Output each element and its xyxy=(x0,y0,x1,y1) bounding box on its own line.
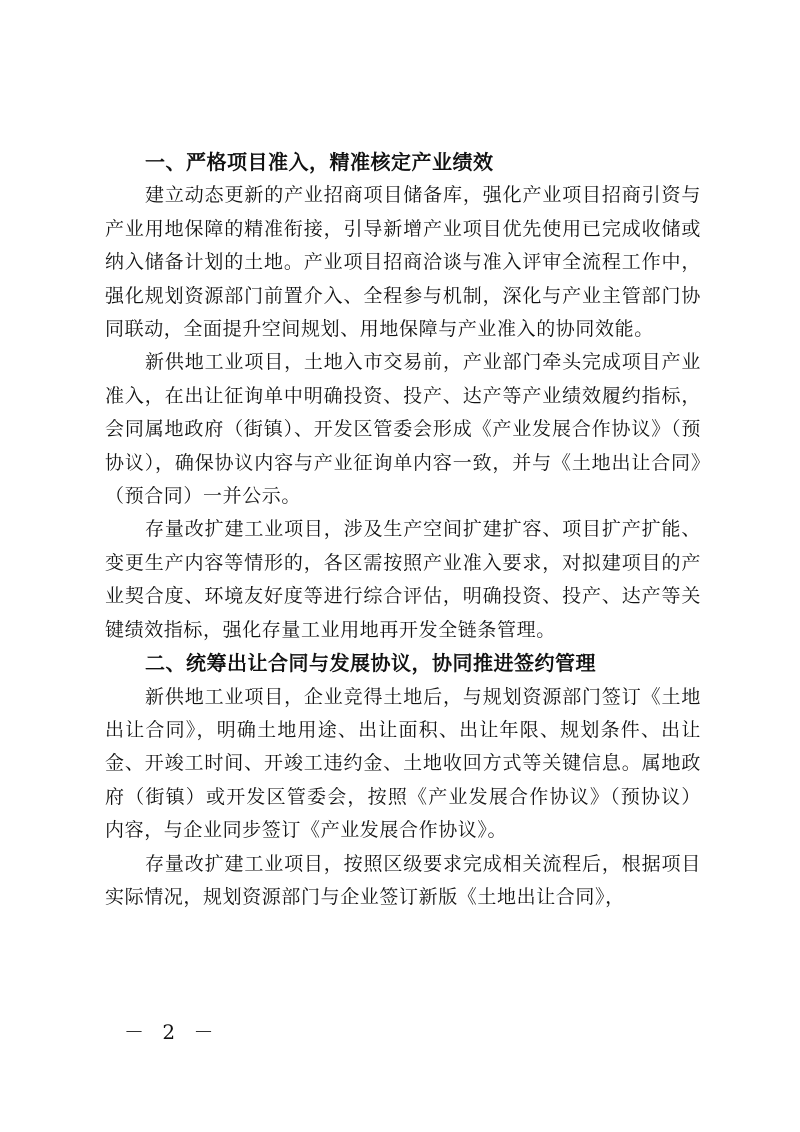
paragraph: 存量改扩建工业项目，涉及生产空间扩建扩容、项目扩产扩能、变更生产内容等情形的，各区需按照产业准入要求，对拟建项目的产业契合度、环境友好度等进行综合评估，明确投资、投产、达产等关键绩效指标，强化存量工业用地再开发全链条管理。 xyxy=(105,518,701,641)
paragraph: 新供地工业项目，企业竞得土地后，与规划资源部门签订《土地出让合同》，明确土地用途、出让面积、出让年限、规划条件、出让金、开竣工时间、开竣工违约金、土地收回方式等关键信息。属地政府（街镇）或开发区管委会，按照《产业发展合作协议》（预协议）内容，与企业同步签订《产业发展合作协议》。 xyxy=(105,685,701,842)
section-heading-1: 一、严格项目准入，精准核定产业绩效 xyxy=(145,150,494,174)
document-body xyxy=(105,146,701,914)
page-number: － 2 － xyxy=(124,1020,220,1044)
section-heading-2: 二、统筹出让合同与发展协议，协同推进签约管理 xyxy=(145,651,596,676)
paragraph: 新供地工业项目，土地入市交易前，产业部门牵头完成项目产业准入，在出让征询单中明确投资、投产、达产等产业绩效履约指标，会同属地政府（街镇）、开发区管委会形成《产业发展合作协议》（预协议），确保协议内容与产业征询单内容一致，并与《土地出让合同》（预合同）一并公示。 xyxy=(105,351,701,508)
paragraph: 存量改扩建工业项目，按照区级要求完成相关流程后，根据项目实际情况，规划资源部门与企业签订新版《土地出让合同》， xyxy=(105,852,701,908)
paragraph: 建立动态更新的产业招商项目储备库，强化产业项目招商引资与产业用地保障的精准衔接，引导新增产业项目优先使用已完成收储或纳入储备计划的土地。产业项目招商洽谈与准入评审全流程工作中，强化规划资源部门前置介入、全程参与机制，深化与产业主管部门协同联动，全面提升空间规划、用地保障与产业准入的协同效能。 xyxy=(105,184,701,341)
